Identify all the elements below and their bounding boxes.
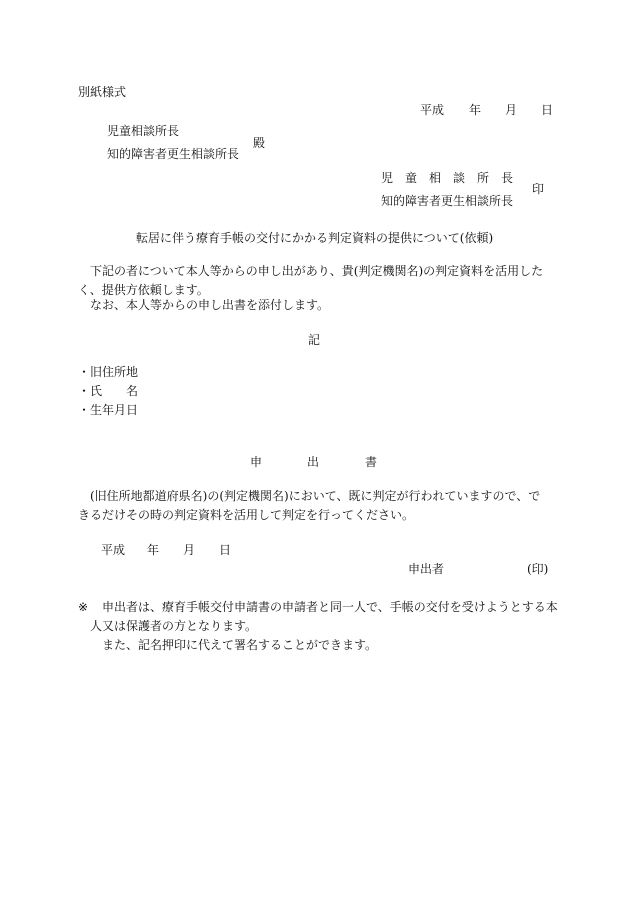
application-title-char: 出	[307, 455, 320, 469]
sender-line-2: 知的障害者更生相談所長	[381, 194, 514, 208]
record-heading: 記	[308, 333, 321, 347]
note-line-3: また、記名押印に代えて署名することができます。	[102, 638, 378, 652]
application-date-year: 年	[147, 543, 160, 557]
date-month: 月	[505, 103, 518, 117]
application-body: (旧住所地都道府県名)の(判定機関名)において、既に判定が行われていますので、できるだけその時の判定資料を活用して判定を行ってください。	[78, 489, 541, 522]
body-paragraph-1: 下記の者について本人等からの申し出があり、貴(判定機関名)の判定資料を活用したく、提供方依頼します。	[78, 264, 544, 297]
addressee-honorific: 殿	[253, 136, 266, 150]
addressee-line-2: 知的障害者更生相談所長	[107, 147, 240, 161]
body-paragraph-2: なお、本人等からの申し出書を添付します。	[90, 298, 330, 312]
list-item: ・氏 名	[78, 384, 139, 398]
applicant-label: 申出者	[408, 562, 445, 576]
note-mark: ※	[78, 600, 89, 614]
application-title-char: 書	[365, 455, 378, 469]
application-date-era: 平成	[101, 543, 126, 557]
addressee-line-1: 児童相談所長	[107, 124, 180, 138]
sender-seal: 印	[532, 182, 545, 196]
note-line-2: 人又は保護者の方となります。	[90, 619, 258, 633]
date-era: 平成	[420, 103, 445, 117]
list-item: ・生年月日	[78, 403, 139, 417]
date-day: 日	[541, 103, 554, 117]
date-year: 年	[469, 103, 482, 117]
application-title-char: 申	[250, 455, 263, 469]
list-item: ・旧住所地	[78, 365, 139, 379]
note-line-1: 申出者は、療育手帳交付申請書の申請者と同一人で、手帳の交付を受けようとする本	[102, 600, 558, 614]
application-date-month: 月	[183, 543, 196, 557]
subject-line: 転居に伴う療育手帳の交付にかかる判定資料の提供について(依頼)	[136, 231, 494, 245]
sender-line-1: 児 童 相 談 所 長	[381, 171, 514, 185]
application-date-day: 日	[219, 543, 232, 557]
form-label: 別紙様式	[78, 85, 127, 99]
applicant-seal: (印)	[527, 562, 549, 576]
